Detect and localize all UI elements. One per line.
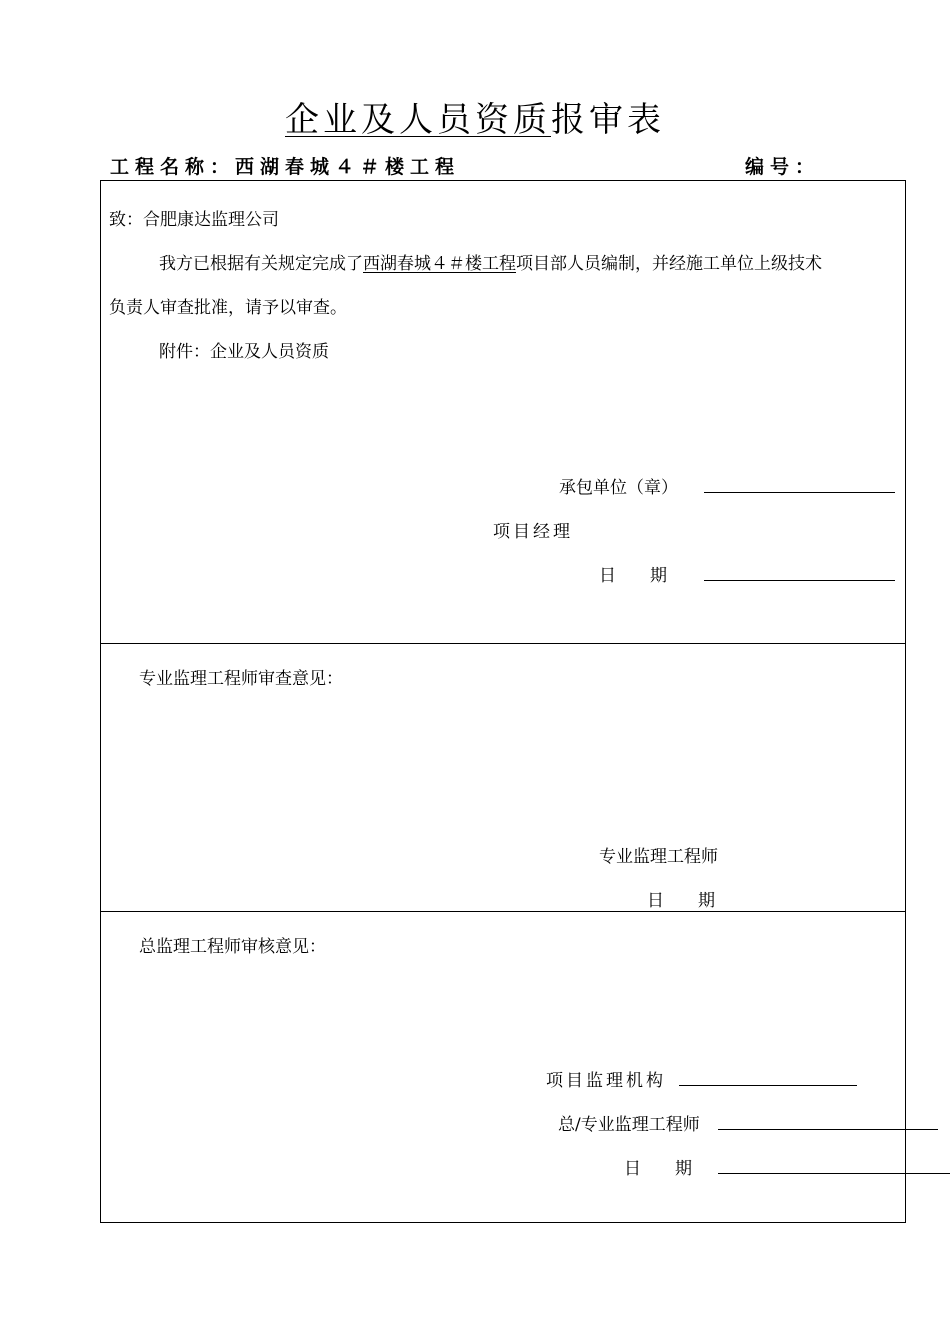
chief-opinion-label: 总监理工程师审核意见：: [139, 937, 326, 957]
section-submission: [101, 181, 905, 644]
body-line-1: [159, 249, 822, 274]
body-line-2: 负责人审查批准，请予以审查。: [109, 298, 347, 318]
org-signature-line: [679, 1066, 857, 1086]
page-title: [0, 92, 950, 141]
title-underlined: 企业及人员资质: [285, 100, 551, 140]
engineer-label: 专业监理工程师: [599, 847, 718, 867]
project-name: 西湖春城４＃楼工程: [235, 156, 461, 178]
manager-label: 项目经理: [493, 522, 573, 542]
body-prefix: 我方已根据有关规定完成了: [159, 254, 363, 274]
project-label: 工程名称：: [110, 156, 236, 178]
review-form: [100, 180, 906, 1223]
engineer-opinion-label: 专业监理工程师审查意见：: [139, 669, 343, 689]
addressee: 致：合肥康达监理公司: [109, 210, 279, 230]
chief-engineer-label: 总/专业监理工程师: [558, 1115, 700, 1135]
org-label: 项目监理机构: [546, 1071, 666, 1091]
date-line-1: [704, 561, 895, 581]
date-label-2: 日 期: [647, 891, 715, 911]
date-line-3: [718, 1154, 950, 1174]
section-engineer-review: [101, 644, 905, 912]
number-label: 编号：: [745, 156, 821, 178]
body-suffix: 项目部人员编制，并经施工单位上级技术: [516, 254, 822, 274]
chief-engineer-signature-line: [718, 1110, 938, 1130]
section-chief-review: [101, 912, 905, 1222]
date-label-1: 日 期: [599, 566, 667, 586]
contractor-label: 承包单位（章）: [559, 478, 678, 498]
project-name-row: [110, 152, 460, 179]
body-project: 西湖春城４＃楼工程: [363, 254, 516, 274]
contractor-signature-line: [704, 473, 895, 493]
attachment: 附件：企业及人员资质: [159, 342, 329, 362]
title-rest: 报审表: [551, 100, 665, 140]
date-label-3: 日 期: [624, 1159, 692, 1179]
